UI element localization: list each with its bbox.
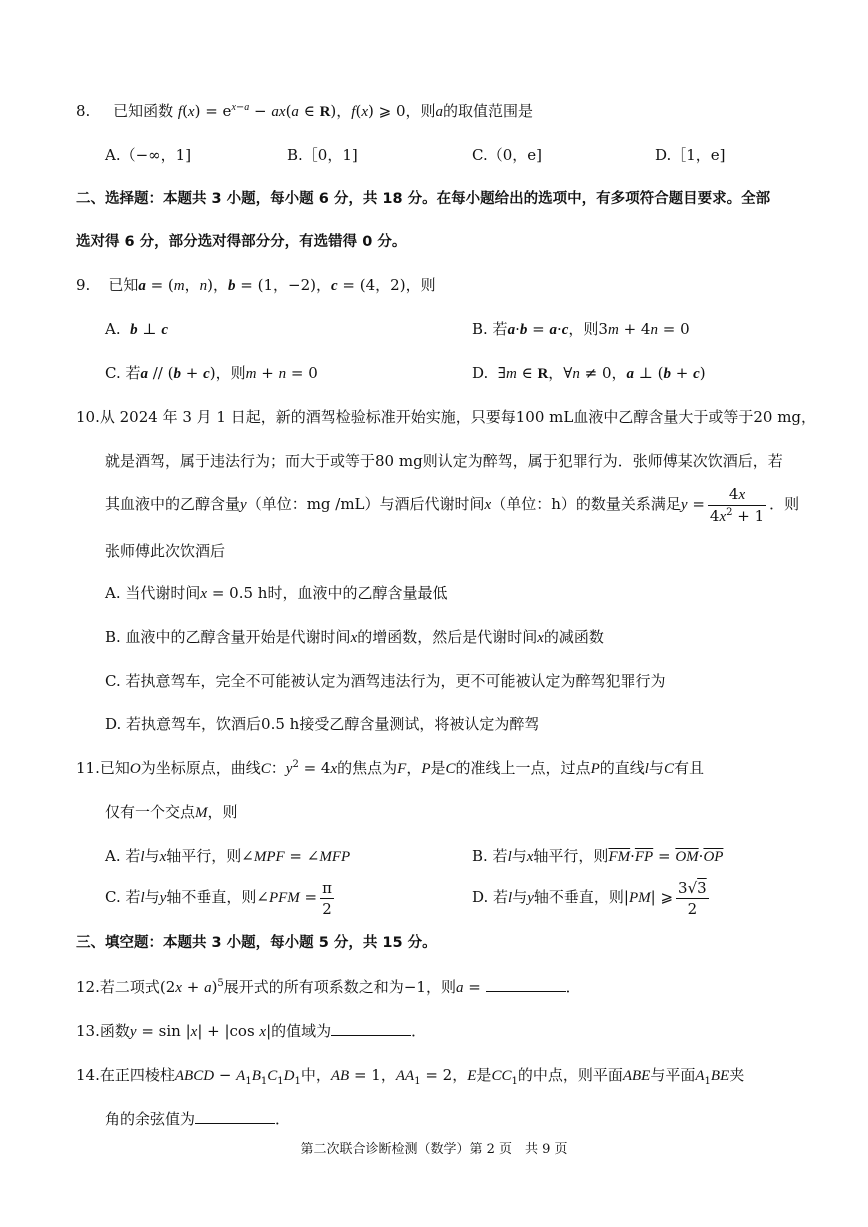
q8-option-d: D.［1，e] bbox=[655, 146, 726, 164]
q14-line1: 14.在正四棱柱ABCD − $A_1B_1C_1D_1$中，AB = 1，$AA_1 = 2$，E是$CC_1$的中点，则平面ABE与平面$A_1BE$夹 bbox=[76, 1066, 745, 1087]
q13-number: 13. bbox=[76, 1022, 100, 1040]
q10-line3: 其血液中的乙醇含量y（单位：mg /mL）与酒后代谢时间x（单位：h）的数量关系满足y = $\frac{4x}{4x^2 + 1}$ ．则 bbox=[105, 484, 800, 525]
q10-line1: 10.从 2024 年 3 月 1 日起，新的酒驾检验标准开始实施，只要每100 mL血液中乙醇含量大于或等于20 mg， bbox=[76, 408, 817, 426]
q8-option-a: A.（−∞，1] bbox=[105, 146, 192, 164]
q11-option-c: C. 若l与y轴不垂直，则∠PFM = $\frac{\pi}{2}$ bbox=[105, 878, 332, 918]
q11-option-b: B. 若l与x轴平行，则$\overline{FM}\cdot\overline{FP} = \overline{OM}\cdot\overline{OP}$ bbox=[472, 847, 724, 865]
section2-header-line2: 选对得 6 分，部分选对得部分分，有选错得 0 分。 bbox=[76, 234, 407, 250]
q9-option-c: C. 若a // (b + c)，则m + n = 0 bbox=[105, 364, 318, 382]
q10-option-a: A. 当代谢时间x = 0.5 h时，血液中的乙醇含量最低 bbox=[105, 584, 448, 602]
q13-stem: 13.函数y = sin |x| + |cos x|的值域为 ． bbox=[76, 1022, 427, 1040]
q9-option-b: B. 若a·b = a·c，则3m + 4n = 0 bbox=[472, 320, 690, 338]
q8-option-b: B.［0，1] bbox=[287, 146, 358, 164]
q11-root-fraction: $\frac{3√3}{2}$ bbox=[678, 878, 707, 918]
q10-line4: 张师傅此次饮酒后 bbox=[105, 542, 226, 560]
q11-line2: 仅有一个交点M，则 bbox=[105, 803, 238, 821]
q9-stem: 9. 已知a = (m，n)，b = (1，−2)，c = (4，2)，则 bbox=[76, 276, 436, 294]
q8-option-c: C.（0，e] bbox=[472, 146, 542, 164]
q10-option-d: D. 若执意驾车，饮酒后0.5 h接受乙醇含量测试，将被认定为醉驾 bbox=[105, 715, 540, 733]
q8-stem: 8. 已知函数 $f(x) = e^{x-a} - ax(a$ ∈ R)，f(x) ⩾ 0，则a的取值范围是 bbox=[76, 102, 534, 120]
q11-option-a: A. 若l与x轴平行，则∠MPF = ∠MFP bbox=[105, 847, 351, 865]
q12-stem: 12.若二项式$(2x + a)^5$展开式的所有项系数之和为−1，则a = ． bbox=[76, 978, 581, 996]
q11-number: 11. bbox=[76, 759, 100, 777]
q10-line2: 就是酒驾，属于违法行为；而大于或等于80 mg则认定为醉驾，属于犯罪行为．张师傅某次饮酒后，若 bbox=[105, 452, 783, 470]
q10-formula-fraction: $\frac{4x}{4x^2 + 1}$ bbox=[709, 484, 765, 525]
q8-number: 8. bbox=[76, 102, 91, 120]
q14-number: 14. bbox=[76, 1066, 100, 1084]
q10-number: 10. bbox=[76, 408, 100, 426]
q12-answer-blank[interactable] bbox=[486, 977, 566, 992]
q11-line1: 11.已知O为坐标原点，曲线C：$y^2 = 4x$的焦点为F，P是C的准线上一点，过点P的直线l与C有且 bbox=[76, 759, 704, 777]
q14-answer-blank[interactable] bbox=[195, 1109, 275, 1124]
q11-option-d: D. 若l与y轴不垂直，则|PM| ⩾ $\frac{3√3}{2}$ bbox=[472, 878, 707, 918]
q10-option-b: B. 血液中的乙醇含量开始是代谢时间x的增函数，然后是代谢时间x的减函数 bbox=[105, 628, 604, 646]
q9-option-d: D. ∃m ∈ R，∀n ≠ 0，a ⊥ (b + c) bbox=[472, 364, 706, 382]
q10-option-c: C. 若执意驾车，完全不可能被认定为酒驾违法行为，更不可能被认定为醉驾犯罪行为 bbox=[105, 672, 666, 690]
q12-number: 12. bbox=[76, 978, 100, 996]
section2-header-line1: 二、选择题：本题共 3 小题，每小题 6 分，共 18 分。在每小题给出的选项中，有多项符合题目要求。全部 bbox=[76, 191, 771, 207]
page-footer: 第二次联合诊断检测（数学）第 2 页 共 9 页 bbox=[300, 1142, 568, 1157]
q13-answer-blank[interactable] bbox=[331, 1021, 411, 1036]
section3-header: 三、填空题：本题共 3 小题，每小题 5 分，共 15 分。 bbox=[76, 935, 437, 951]
q9-number: 9. bbox=[76, 276, 91, 294]
q11-pi-half-fraction: $\frac{\pi}{2}$ bbox=[322, 878, 332, 918]
q14-line2: 角的余弦值为 ． bbox=[105, 1110, 291, 1128]
q9-option-a: A. b ⊥ c bbox=[105, 320, 168, 338]
